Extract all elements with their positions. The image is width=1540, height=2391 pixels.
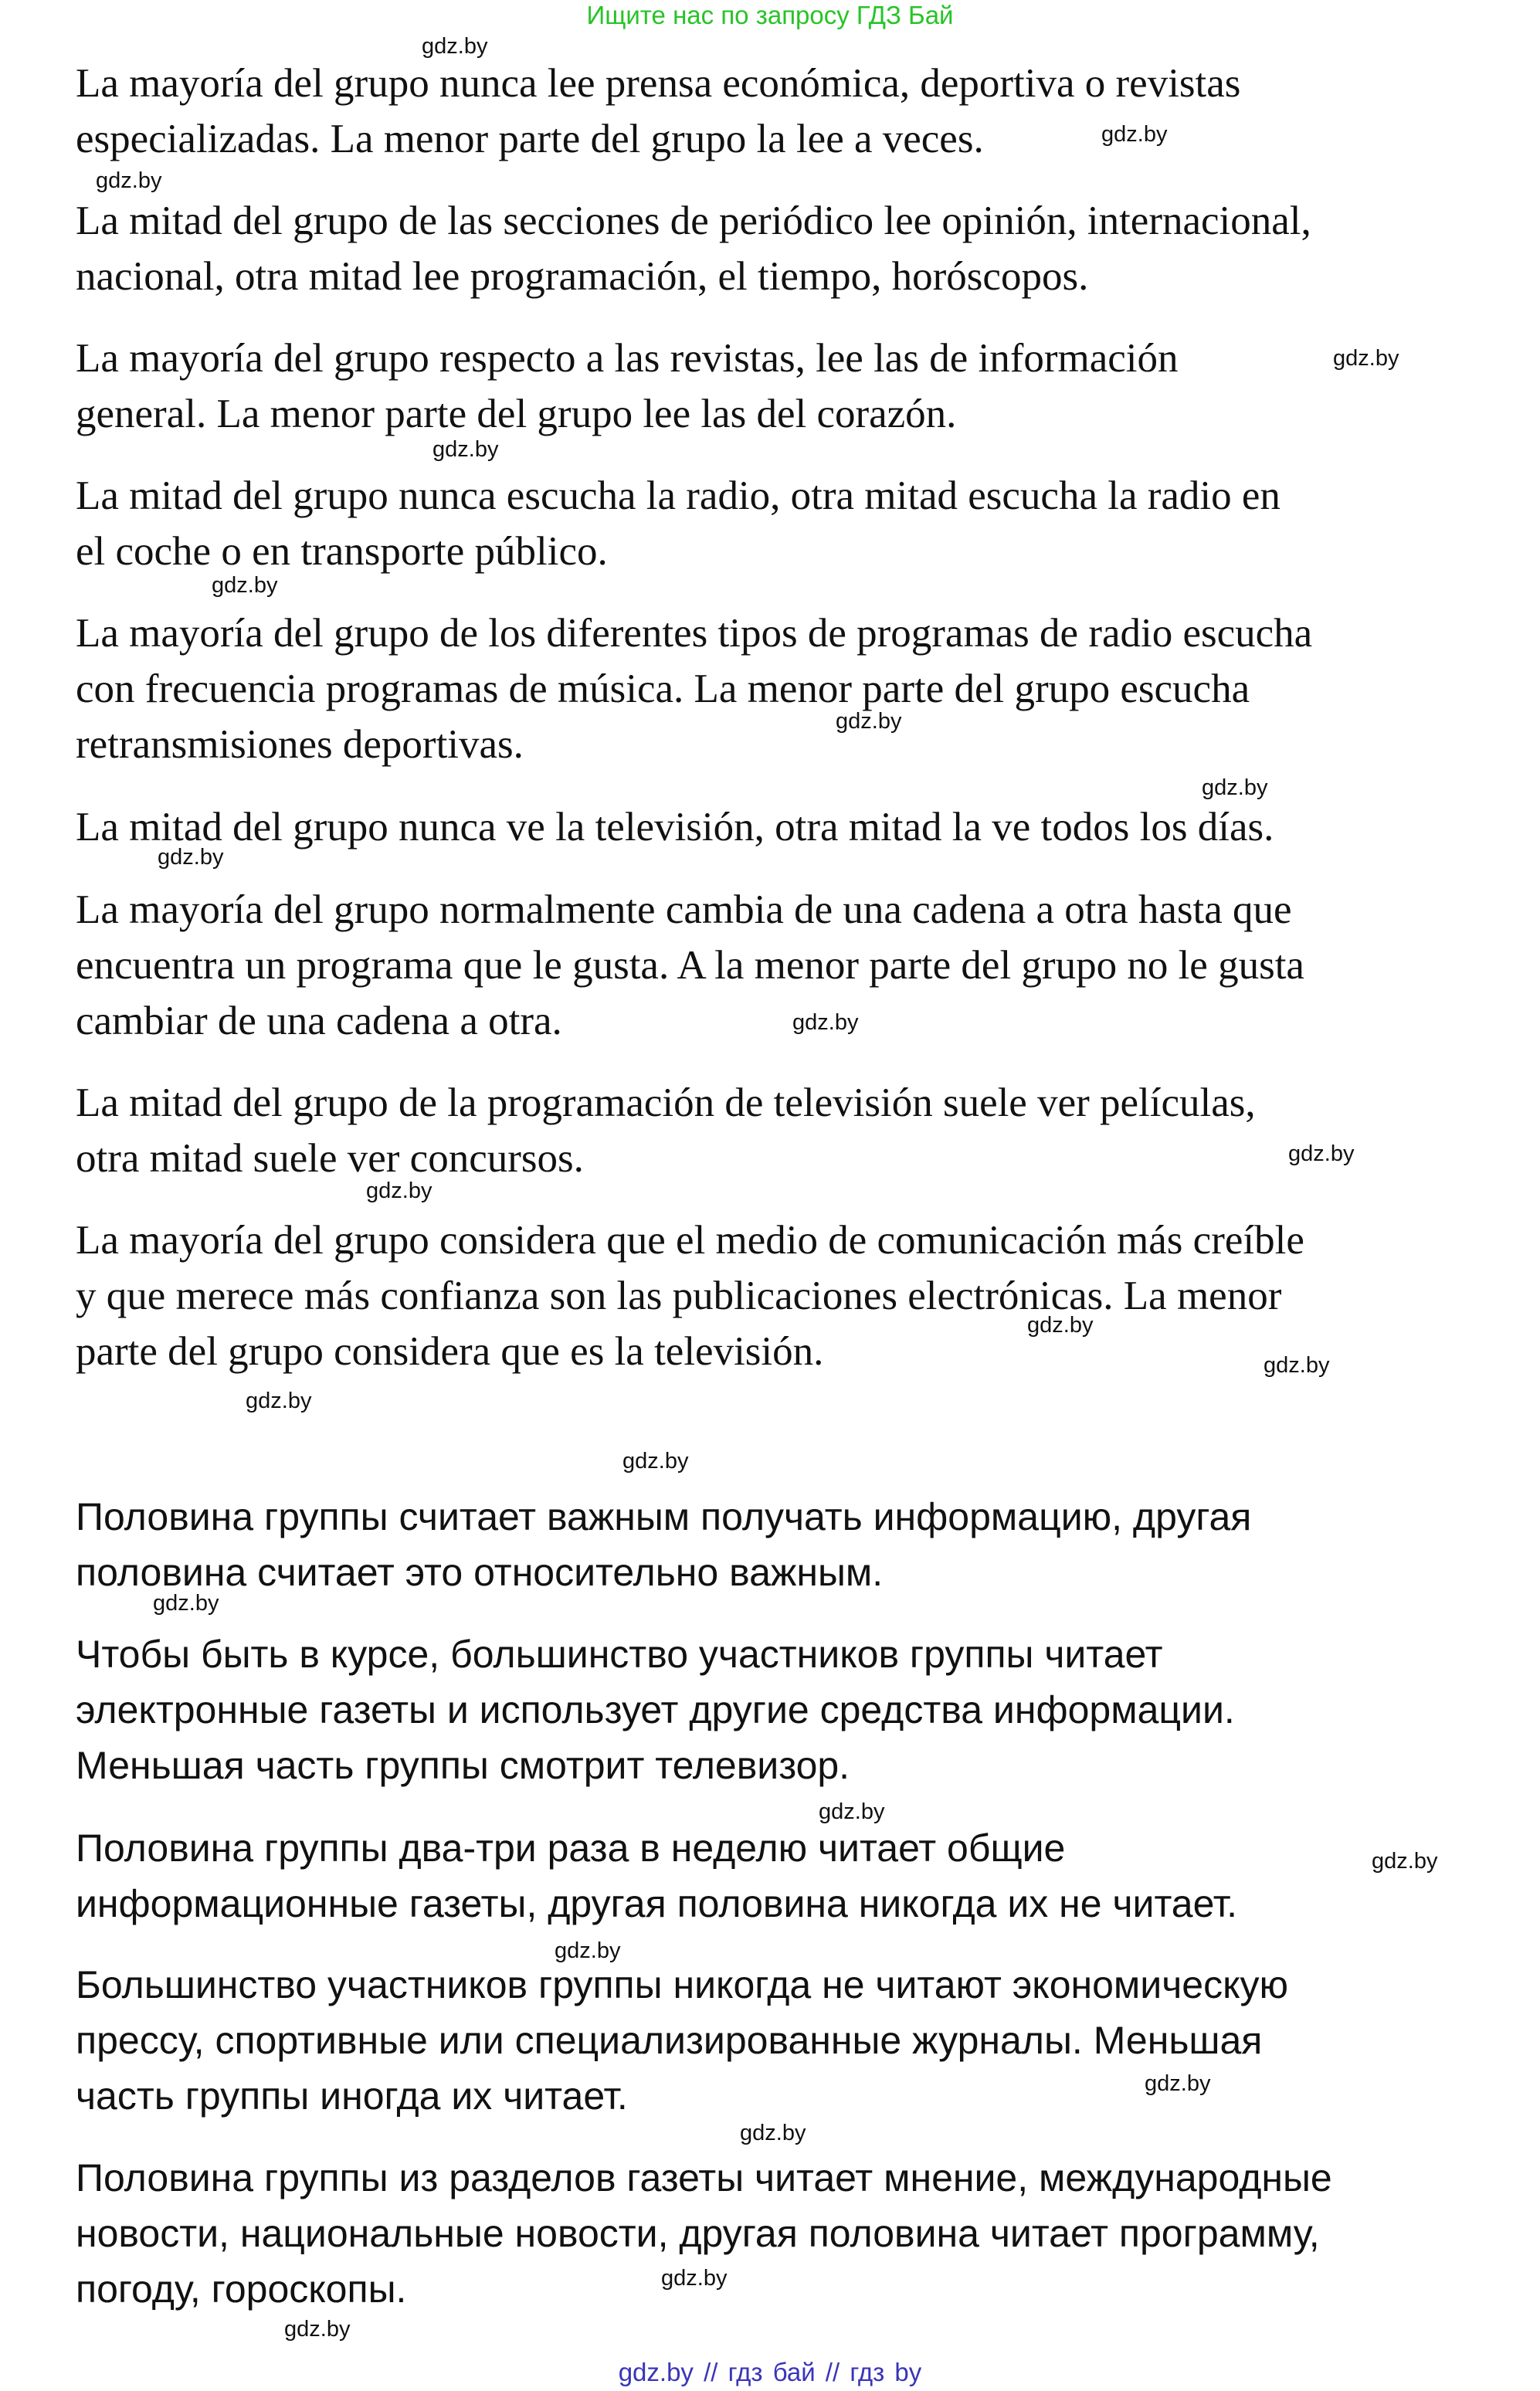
watermark-text: gdz.by bbox=[836, 709, 902, 734]
watermark-text: gdz.by bbox=[284, 2317, 351, 2342]
paragraph-es-4: La mitad del grupo nunca escucha la radio, otra mitad escucha la radio en el coche o en transporte público. bbox=[76, 473, 1281, 574]
paragraph-es-8: La mitad del grupo de la programación de televisión suele ver películas, otra mitad suele ver concursos. bbox=[76, 1080, 1256, 1181]
footer-links: gdz.by // гдз бай // гдз by bbox=[618, 2358, 922, 2386]
paragraph-ru-3: Половина группы два-три раза в неделю читает общие информационные газеты, другая половина никогда их не читает. bbox=[76, 1826, 1238, 1925]
paragraph-es-9: La mayoría del grupo considera que el medio de comunicación más creíble y que merece más confianza son las publicaciones electrónicas. La menor parte del grupo considera que es la televisión. bbox=[76, 1218, 1304, 1374]
watermark-text: gdz.by bbox=[153, 1591, 219, 1616]
watermark-text: gdz.by bbox=[1027, 1313, 1094, 1338]
watermark-text: gdz.by bbox=[819, 1799, 885, 1824]
watermark-text: gdz.by bbox=[212, 573, 278, 598]
watermark-text: gdz.by bbox=[1101, 122, 1168, 147]
paragraph-es-5: La mayoría del grupo de los diferentes tipos de programas de radio escucha con frecuencia programas de música. La menor parte del grupo escucha retransmisiones deportivas. bbox=[76, 611, 1313, 767]
watermark-text: gdz.by bbox=[422, 34, 488, 59]
watermark-text: gdz.by bbox=[1333, 346, 1399, 371]
watermark-text: gdz.by bbox=[1264, 1353, 1330, 1378]
paragraph-ru-1: Половина группы считает важным получать информацию, другая половина считает это относительно важным. bbox=[76, 1495, 1252, 1594]
watermark-text: gdz.by bbox=[661, 2266, 728, 2291]
paragraph-es-7: La mayoría del grupo normalmente cambia de una cadena a otra hasta que encuentra un programa que le gusta. A la menor parte del grupo no le gusta cambiar de una cadena a otra. bbox=[76, 887, 1304, 1043]
paragraph-es-2: La mitad del grupo de las secciones de periódico lee opinión, internacional, nacional, otra mitad lee programación, el tiempo, horóscopos. bbox=[76, 198, 1311, 299]
top-banner: Ищите нас по запросу ГДЗ Бай bbox=[586, 1, 954, 29]
paragraph-ru-2: Чтобы быть в курсе, большинство участников группы читает электронные газеты и использует другие средства информации. Меньшая часть группы смотрит телевизор. bbox=[76, 1633, 1235, 1787]
watermark-text: gdz.by bbox=[1202, 775, 1268, 800]
paragraph-es-6: La mitad del grupo nunca ve la televisión, otra mitad la ve todos los días. bbox=[76, 805, 1274, 850]
paragraph-ru-4: Большинство участников группы никогда не читают экономическую прессу, спортивные или специализированные журналы. Меньшая часть группы иногда их читает. bbox=[76, 1963, 1289, 2118]
watermark-text: gdz.by bbox=[740, 2121, 806, 2145]
watermark-text: gdz.by bbox=[792, 1010, 859, 1035]
watermark-text: gdz.by bbox=[622, 1449, 689, 1474]
watermark-text: gdz.by bbox=[246, 1389, 312, 1413]
watermark-text: gdz.by bbox=[366, 1179, 432, 1203]
watermark-text: gdz.by bbox=[555, 1938, 621, 1963]
watermark-text: gdz.by bbox=[1288, 1141, 1355, 1166]
paragraph-es-3: La mayoría del grupo respecto a las revistas, lee las de información general. La menor parte del grupo lee las del corazón. bbox=[76, 336, 1179, 436]
watermark-text: gdz.by bbox=[1372, 1849, 1438, 1874]
watermark-text: gdz.by bbox=[432, 437, 499, 462]
watermark-text: gdz.by bbox=[158, 845, 224, 870]
watermark-text: gdz.by bbox=[1145, 2071, 1211, 2096]
paragraph-ru-5: Половина группы из разделов газеты читает мнение, международные новости, национальные новости, другая половина читает программу, погоду, гороскопы. bbox=[76, 2156, 1332, 2311]
paragraph-es-1: La mayoría del grupo nunca lee prensa económica, deportiva o revistas especializadas. La menor parte del grupo la lee a veces. bbox=[76, 61, 1241, 161]
watermark-text: gdz.by bbox=[96, 168, 162, 193]
